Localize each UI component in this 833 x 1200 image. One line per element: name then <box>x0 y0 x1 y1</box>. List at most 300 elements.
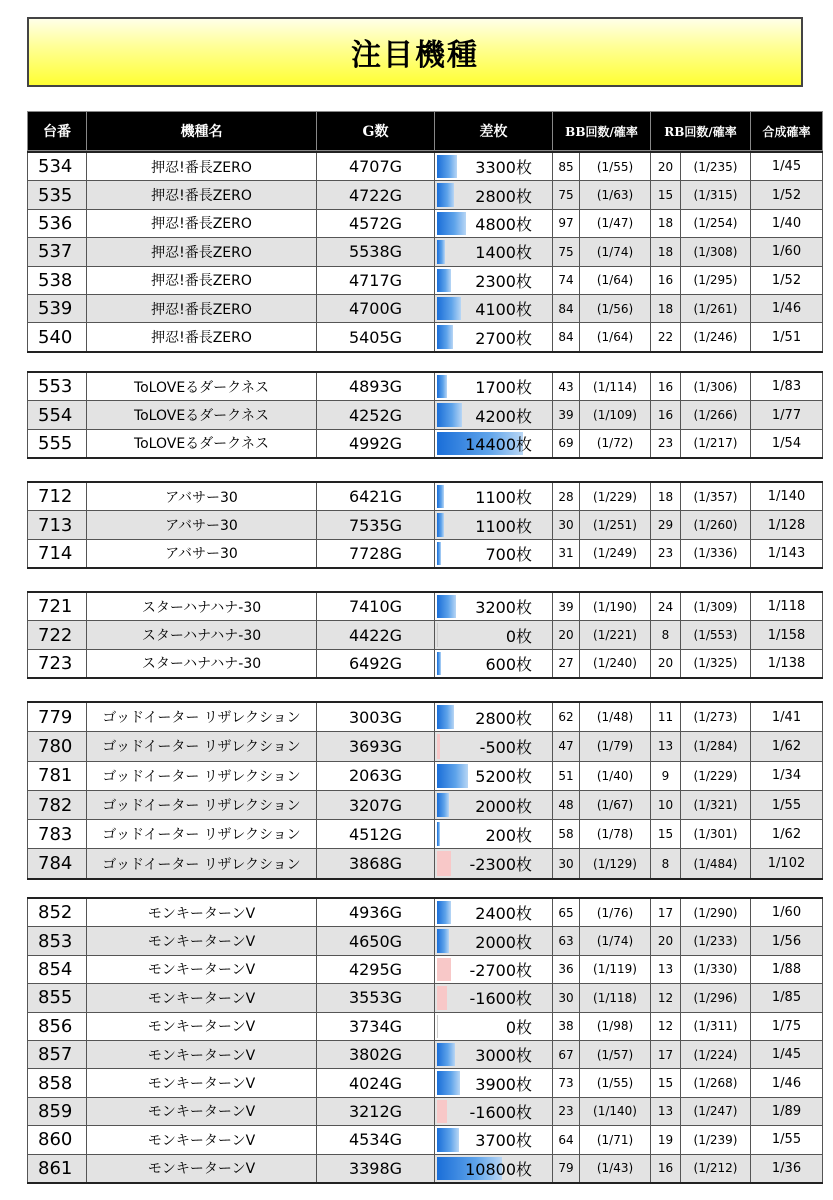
rb-rate: (1/246) <box>681 323 751 352</box>
machine-number: 856 <box>28 1012 87 1040</box>
coin-difference <box>435 539 553 568</box>
header-table <box>27 111 823 151</box>
bb-rate: (1/240) <box>580 649 651 678</box>
machine-name: モンキーターンV <box>87 1097 317 1125</box>
table-row <box>28 482 823 511</box>
diff-bar-positive <box>437 542 441 565</box>
bb-rate: (1/40) <box>580 761 651 790</box>
coin-difference <box>435 1012 553 1040</box>
header-total-rate: 合成確率 <box>751 112 823 151</box>
machine-name: ゴッドイーター リザレクション <box>87 790 317 819</box>
game-count: 4936G <box>317 898 435 927</box>
diff-bar-positive <box>437 822 440 846</box>
game-count: 4572G <box>317 209 435 237</box>
bb-rate: (1/57) <box>580 1040 651 1068</box>
total-rate: 1/60 <box>751 898 823 927</box>
diff-bar-positive <box>437 375 447 398</box>
total-rate: 1/60 <box>751 238 823 266</box>
table-row <box>28 266 823 294</box>
machine-name: 押忍!番長ZERO <box>87 181 317 209</box>
bb-rate: (1/114) <box>580 372 651 401</box>
machine-number: 782 <box>28 790 87 819</box>
bb-rate: (1/129) <box>580 849 651 879</box>
total-rate: 1/143 <box>751 539 823 568</box>
machine-name: 押忍!番長ZERO <box>87 266 317 294</box>
machine-name: ToLOVEるダークネス <box>87 429 317 458</box>
coin-difference-value: 4200枚 <box>475 406 532 426</box>
bb-count: 69 <box>553 429 580 458</box>
coin-difference <box>435 984 553 1012</box>
diff-bar-positive <box>437 764 468 788</box>
rb-rate: (1/229) <box>681 761 751 790</box>
game-count: 3734G <box>317 1012 435 1040</box>
rb-rate: (1/553) <box>681 621 751 649</box>
header-machine-number: 台番 <box>28 112 87 151</box>
rb-rate: (1/284) <box>681 732 751 761</box>
table-row <box>28 927 823 955</box>
diff-bar-positive <box>437 155 457 178</box>
rb-count: 29 <box>651 511 681 539</box>
machine-number: 554 <box>28 401 87 429</box>
coin-difference <box>435 732 553 761</box>
bb-rate: (1/79) <box>580 732 651 761</box>
machine-name: アバサー30 <box>87 539 317 568</box>
coin-difference-value: 4800枚 <box>475 214 532 234</box>
diff-bar-positive <box>437 240 445 263</box>
game-count: 7728G <box>317 539 435 568</box>
machine-number: 855 <box>28 984 87 1012</box>
coin-difference <box>435 401 553 429</box>
coin-difference-value: 2300枚 <box>475 271 532 291</box>
table-row <box>28 511 823 539</box>
coin-difference <box>435 849 553 879</box>
machine-number: 784 <box>28 849 87 879</box>
table-row <box>28 1012 823 1040</box>
machine-number: 539 <box>28 294 87 322</box>
game-count: 4295G <box>317 955 435 983</box>
rb-rate: (1/306) <box>681 372 751 401</box>
coin-difference-value: -2700枚 <box>469 960 532 980</box>
table-row <box>28 649 823 678</box>
coin-difference <box>435 323 553 352</box>
rb-count: 13 <box>651 955 681 983</box>
coin-difference-value: -1600枚 <box>469 1102 532 1122</box>
coin-difference-value: 2800枚 <box>475 708 532 728</box>
rb-count: 16 <box>651 1154 681 1183</box>
diff-bar-positive <box>437 513 444 536</box>
machine-number: 858 <box>28 1069 87 1097</box>
bb-count: 30 <box>553 984 580 1012</box>
rb-count: 18 <box>651 209 681 237</box>
bb-count: 20 <box>553 621 580 649</box>
total-rate: 1/140 <box>751 482 823 511</box>
diff-bar-zero <box>437 623 438 646</box>
bb-count: 73 <box>553 1069 580 1097</box>
coin-difference-value: 2700枚 <box>475 328 532 348</box>
coin-difference <box>435 152 553 181</box>
rb-count: 23 <box>651 539 681 568</box>
game-count: 3868G <box>317 849 435 879</box>
total-rate: 1/52 <box>751 181 823 209</box>
bb-rate: (1/221) <box>580 621 651 649</box>
bb-rate: (1/229) <box>580 482 651 511</box>
coin-difference <box>435 1097 553 1125</box>
machine-name: スターハナハナ-30 <box>87 592 317 621</box>
coin-difference <box>435 266 553 294</box>
bb-rate: (1/71) <box>580 1126 651 1154</box>
machine-name: 押忍!番長ZERO <box>87 294 317 322</box>
machine-number: 534 <box>28 152 87 181</box>
rb-rate: (1/266) <box>681 401 751 429</box>
machine-name: モンキーターンV <box>87 984 317 1012</box>
rb-count: 18 <box>651 294 681 322</box>
table-row <box>28 294 823 322</box>
total-rate: 1/102 <box>751 849 823 879</box>
table-row <box>28 820 823 849</box>
bb-rate: (1/48) <box>580 702 651 732</box>
rb-count: 11 <box>651 702 681 732</box>
coin-difference-value: 1400枚 <box>475 243 532 263</box>
total-rate: 1/46 <box>751 1069 823 1097</box>
game-count: 2063G <box>317 761 435 790</box>
total-rate: 1/128 <box>751 511 823 539</box>
machine-name: 押忍!番長ZERO <box>87 209 317 237</box>
game-count: 4252G <box>317 401 435 429</box>
game-count: 4650G <box>317 927 435 955</box>
rb-count: 16 <box>651 401 681 429</box>
diff-bar-positive <box>437 403 462 426</box>
rb-count: 12 <box>651 984 681 1012</box>
bb-count: 48 <box>553 790 580 819</box>
machine-group-table <box>27 151 823 353</box>
machine-number: 853 <box>28 927 87 955</box>
bb-rate: (1/56) <box>580 294 651 322</box>
game-count: 7535G <box>317 511 435 539</box>
total-rate: 1/52 <box>751 266 823 294</box>
machine-name: 押忍!番長ZERO <box>87 238 317 266</box>
rb-count: 15 <box>651 820 681 849</box>
diff-bar-positive <box>437 485 444 508</box>
total-rate: 1/75 <box>751 1012 823 1040</box>
machine-group-table <box>27 897 823 1184</box>
table-row <box>28 761 823 790</box>
coin-difference-value: 10800枚 <box>465 1159 532 1179</box>
coin-difference-value: 1700枚 <box>475 378 532 398</box>
table-row <box>28 984 823 1012</box>
rb-rate: (1/296) <box>681 984 751 1012</box>
bb-count: 64 <box>553 1126 580 1154</box>
bb-rate: (1/64) <box>580 323 651 352</box>
table-row <box>28 181 823 209</box>
table-row <box>28 898 823 927</box>
machine-name: ToLOVEるダークネス <box>87 372 317 401</box>
rb-count: 20 <box>651 152 681 181</box>
game-count: 5405G <box>317 323 435 352</box>
game-count: 4422G <box>317 621 435 649</box>
rb-count: 18 <box>651 238 681 266</box>
bb-count: 39 <box>553 401 580 429</box>
coin-difference <box>435 294 553 322</box>
machine-name: スターハナハナ-30 <box>87 621 317 649</box>
coin-difference <box>435 820 553 849</box>
game-count: 3398G <box>317 1154 435 1183</box>
table-row <box>28 323 823 352</box>
diff-bar-positive <box>437 901 451 924</box>
game-count: 4534G <box>317 1126 435 1154</box>
coin-difference-value: -2300枚 <box>469 855 532 875</box>
bb-rate: (1/118) <box>580 984 651 1012</box>
table-row <box>28 539 823 568</box>
bb-rate: (1/74) <box>580 927 651 955</box>
machine-name: ToLOVEるダークネス <box>87 401 317 429</box>
bb-rate: (1/249) <box>580 539 651 568</box>
diff-bar-zero <box>437 1015 438 1038</box>
rb-count: 16 <box>651 266 681 294</box>
coin-difference <box>435 621 553 649</box>
rb-rate: (1/484) <box>681 849 751 879</box>
diff-bar-positive <box>437 269 451 292</box>
diff-bar-positive <box>437 1043 455 1066</box>
table-row <box>28 1040 823 1068</box>
machine-number: 553 <box>28 372 87 401</box>
rb-rate: (1/357) <box>681 482 751 511</box>
machine-number: 537 <box>28 238 87 266</box>
bb-count: 30 <box>553 849 580 879</box>
bb-rate: (1/64) <box>580 266 651 294</box>
rb-rate: (1/325) <box>681 649 751 678</box>
game-count: 4707G <box>317 152 435 181</box>
rb-count: 17 <box>651 1040 681 1068</box>
rb-count: 9 <box>651 761 681 790</box>
machine-number: 783 <box>28 820 87 849</box>
coin-difference <box>435 927 553 955</box>
machine-group-table <box>27 371 823 459</box>
diff-bar-negative <box>437 734 440 758</box>
coin-difference-value: 600枚 <box>485 654 532 674</box>
diff-bar-positive <box>437 793 449 817</box>
rb-rate: (1/273) <box>681 702 751 732</box>
game-count: 4992G <box>317 429 435 458</box>
diff-bar-positive <box>437 1071 460 1094</box>
rb-rate: (1/235) <box>681 152 751 181</box>
machine-number: 538 <box>28 266 87 294</box>
rb-rate: (1/301) <box>681 820 751 849</box>
bb-count: 38 <box>553 1012 580 1040</box>
machine-name: 押忍!番長ZERO <box>87 323 317 352</box>
bb-rate: (1/55) <box>580 152 651 181</box>
bb-rate: (1/67) <box>580 790 651 819</box>
bb-rate: (1/72) <box>580 429 651 458</box>
bb-count: 62 <box>553 702 580 732</box>
table-row <box>28 592 823 621</box>
coin-difference <box>435 1069 553 1097</box>
rb-rate: (1/330) <box>681 955 751 983</box>
table-row <box>28 372 823 401</box>
coin-difference-value: 1100枚 <box>475 488 532 508</box>
game-count: 3212G <box>317 1097 435 1125</box>
rb-count: 15 <box>651 1069 681 1097</box>
total-rate: 1/36 <box>751 1154 823 1183</box>
total-rate: 1/55 <box>751 1126 823 1154</box>
machine-number: 857 <box>28 1040 87 1068</box>
bb-rate: (1/109) <box>580 401 651 429</box>
game-count: 3693G <box>317 732 435 761</box>
coin-difference <box>435 372 553 401</box>
rb-rate: (1/308) <box>681 238 751 266</box>
rb-rate: (1/315) <box>681 181 751 209</box>
diff-bar-negative <box>437 1100 447 1123</box>
table-row <box>28 702 823 732</box>
diff-bar-positive <box>437 595 456 618</box>
header-machine-name: 機種名 <box>87 112 317 151</box>
header-bb: BB回数/確率 <box>553 112 651 151</box>
machine-name: モンキーターンV <box>87 1040 317 1068</box>
coin-difference-value: 3700枚 <box>475 1131 532 1151</box>
total-rate: 1/88 <box>751 955 823 983</box>
table-row <box>28 209 823 237</box>
bb-rate: (1/43) <box>580 1154 651 1183</box>
coin-difference-value: -1600枚 <box>469 989 532 1009</box>
machine-name: ゴッドイーター リザレクション <box>87 849 317 879</box>
coin-difference-value: 14400枚 <box>465 434 532 454</box>
table-row <box>28 1154 823 1183</box>
machine-number: 712 <box>28 482 87 511</box>
bb-count: 43 <box>553 372 580 401</box>
rb-count: 8 <box>651 849 681 879</box>
total-rate: 1/83 <box>751 372 823 401</box>
table-row <box>28 401 823 429</box>
header-games: G数 <box>317 112 435 151</box>
coin-difference-value: 4100枚 <box>475 300 532 320</box>
bb-rate: (1/55) <box>580 1069 651 1097</box>
header-rb: RB回数/確率 <box>651 112 751 151</box>
game-count: 6421G <box>317 482 435 511</box>
rb-rate: (1/247) <box>681 1097 751 1125</box>
total-rate: 1/56 <box>751 927 823 955</box>
total-rate: 1/85 <box>751 984 823 1012</box>
total-rate: 1/54 <box>751 429 823 458</box>
game-count: 4700G <box>317 294 435 322</box>
diff-bar-positive <box>437 1128 459 1151</box>
total-rate: 1/46 <box>751 294 823 322</box>
bb-count: 28 <box>553 482 580 511</box>
coin-difference-value: 0枚 <box>505 1017 532 1037</box>
machine-number: 713 <box>28 511 87 539</box>
machine-number: 860 <box>28 1126 87 1154</box>
rb-rate: (1/268) <box>681 1069 751 1097</box>
rb-rate: (1/290) <box>681 898 751 927</box>
coin-difference <box>435 898 553 927</box>
bb-rate: (1/74) <box>580 238 651 266</box>
bb-rate: (1/47) <box>580 209 651 237</box>
header-row <box>28 112 823 151</box>
table-row <box>28 1126 823 1154</box>
diff-bar-positive <box>437 297 461 320</box>
diff-bar-positive <box>437 212 466 235</box>
rb-rate: (1/321) <box>681 790 751 819</box>
rb-count: 16 <box>651 372 681 401</box>
coin-difference <box>435 238 553 266</box>
coin-difference-value: 3000枚 <box>475 1046 532 1066</box>
bb-count: 84 <box>553 294 580 322</box>
rb-rate: (1/309) <box>681 592 751 621</box>
machine-name: モンキーターンV <box>87 1154 317 1183</box>
machine-name: モンキーターンV <box>87 1126 317 1154</box>
table-row <box>28 1097 823 1125</box>
bb-count: 23 <box>553 1097 580 1125</box>
machine-number: 852 <box>28 898 87 927</box>
machine-name: ゴッドイーター リザレクション <box>87 732 317 761</box>
rb-count: 13 <box>651 732 681 761</box>
machine-number: 714 <box>28 539 87 568</box>
coin-difference <box>435 1154 553 1183</box>
bb-count: 65 <box>553 898 580 927</box>
game-count: 4717G <box>317 266 435 294</box>
bb-count: 36 <box>553 955 580 983</box>
bb-count: 75 <box>553 238 580 266</box>
rb-rate: (1/311) <box>681 1012 751 1040</box>
diff-bar-negative <box>437 986 447 1009</box>
total-rate: 1/45 <box>751 152 823 181</box>
total-rate: 1/118 <box>751 592 823 621</box>
coin-difference-value: 0枚 <box>505 626 532 646</box>
diff-bar-positive <box>437 929 449 952</box>
total-rate: 1/77 <box>751 401 823 429</box>
machine-name: ゴッドイーター リザレクション <box>87 702 317 732</box>
rb-rate: (1/217) <box>681 429 751 458</box>
coin-difference <box>435 482 553 511</box>
machine-number: 723 <box>28 649 87 678</box>
machine-number: 722 <box>28 621 87 649</box>
total-rate: 1/158 <box>751 621 823 649</box>
bb-count: 79 <box>553 1154 580 1183</box>
game-count: 7410G <box>317 592 435 621</box>
game-count: 3207G <box>317 790 435 819</box>
machine-number: 536 <box>28 209 87 237</box>
total-rate: 1/40 <box>751 209 823 237</box>
total-rate: 1/45 <box>751 1040 823 1068</box>
total-rate: 1/51 <box>751 323 823 352</box>
rb-count: 12 <box>651 1012 681 1040</box>
game-count: 4024G <box>317 1069 435 1097</box>
rb-count: 19 <box>651 1126 681 1154</box>
coin-difference <box>435 761 553 790</box>
machine-number: 861 <box>28 1154 87 1183</box>
rb-rate: (1/336) <box>681 539 751 568</box>
coin-difference <box>435 209 553 237</box>
coin-difference-value: 1100枚 <box>475 516 532 536</box>
bb-rate: (1/78) <box>580 820 651 849</box>
machine-name: モンキーターンV <box>87 1012 317 1040</box>
rb-rate: (1/233) <box>681 927 751 955</box>
coin-difference-value: 2400枚 <box>475 904 532 924</box>
machine-name: スターハナハナ-30 <box>87 649 317 678</box>
game-count: 4722G <box>317 181 435 209</box>
machine-name: ゴッドイーター リザレクション <box>87 761 317 790</box>
machine-name: モンキーターンV <box>87 927 317 955</box>
game-count: 3553G <box>317 984 435 1012</box>
diff-bar-positive <box>437 325 453 348</box>
bb-count: 67 <box>553 1040 580 1068</box>
diff-bar-negative <box>437 851 451 875</box>
bb-count: 31 <box>553 539 580 568</box>
coin-difference <box>435 181 553 209</box>
bb-count: 75 <box>553 181 580 209</box>
machine-number: 854 <box>28 955 87 983</box>
bb-count: 51 <box>553 761 580 790</box>
coin-difference <box>435 702 553 732</box>
bb-rate: (1/119) <box>580 955 651 983</box>
